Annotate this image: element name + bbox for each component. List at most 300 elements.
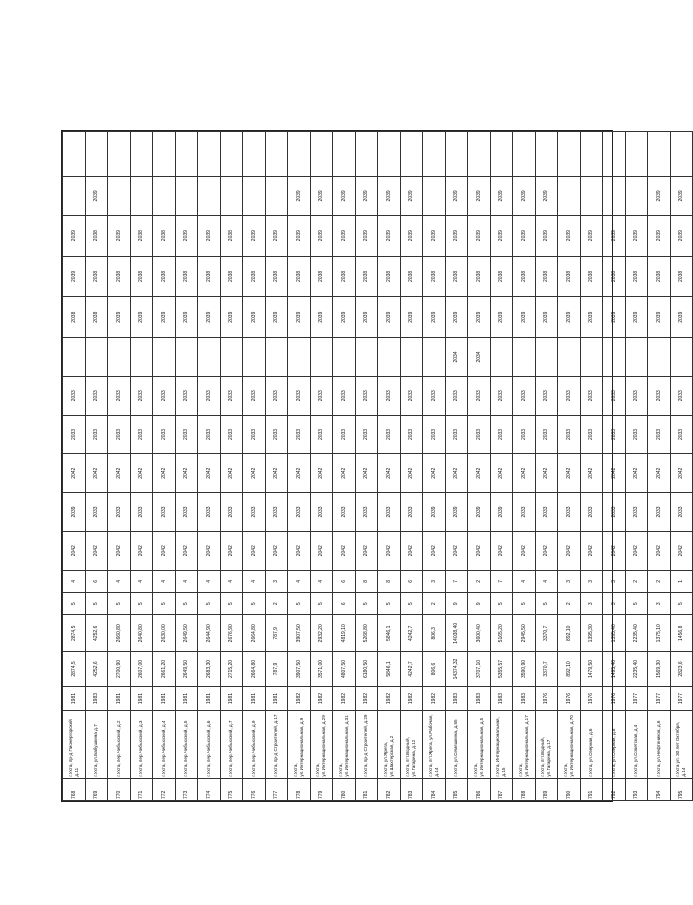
total-area-cell: 3907,50 <box>288 652 311 687</box>
year-cell: 2038 <box>513 256 536 297</box>
year-cell: 2033 <box>175 376 198 415</box>
empty-cell <box>265 132 288 177</box>
entrances-cell: 4 <box>243 570 266 592</box>
year-cell: 2038 <box>490 256 513 297</box>
empty-cell <box>63 132 86 177</box>
year-cell: 2038 <box>108 256 131 297</box>
total-area-cell: 4242,7 <box>400 652 423 687</box>
floors-cell: 3 <box>580 593 603 615</box>
year-cell: 2039 <box>490 493 513 532</box>
year-cell: 2038 <box>558 256 581 297</box>
entrances-cell: 7 <box>490 570 513 592</box>
year-cell: 2038 <box>85 297 108 338</box>
living-area-cell: 3907,50 <box>288 615 311 652</box>
year-built-cell: 1976 <box>535 686 558 710</box>
year-built-cell: 1982 <box>333 686 356 710</box>
year-cell: 2033 <box>220 415 243 454</box>
total-area-cell: 3571,00 <box>310 652 333 687</box>
table-row <box>85 132 108 801</box>
address-cell: г.Ухта, ул.Озерная, д.6 <box>580 711 603 778</box>
year-cell: 2033 <box>108 415 131 454</box>
year-built-cell: 1982 <box>288 686 311 710</box>
year-built-cell: 1983 <box>85 686 108 710</box>
address-cell: г.Ухта, ул.Нефтяников, д.6 <box>648 711 671 778</box>
year-cell: 2039 <box>468 177 491 216</box>
year-cell: 2033 <box>243 376 266 415</box>
year-cell: 2042 <box>333 531 356 570</box>
address-cell: г.Ухта, ул.Советская, д.4 <box>625 711 648 778</box>
year-cell <box>63 338 86 377</box>
row-number: 769 <box>85 778 108 800</box>
year-cell: 2042 <box>468 454 491 493</box>
year-cell: 2038 <box>445 256 468 297</box>
empty-cell <box>670 132 693 177</box>
total-area-cell: 2715,20 <box>220 652 243 687</box>
year-cell: 2042 <box>153 531 176 570</box>
year-cell: 2033 <box>603 415 626 454</box>
year-cell: 2033 <box>288 376 311 415</box>
year-cell: 2033 <box>648 415 671 454</box>
year-cell <box>153 338 176 377</box>
year-cell: 2039 <box>468 493 491 532</box>
year-cell: 2033 <box>558 376 581 415</box>
total-area-cell: 1479,50 <box>580 652 603 687</box>
floors-cell: 5 <box>220 593 243 615</box>
row-number: 782 <box>378 778 401 800</box>
year-cell <box>400 338 423 377</box>
year-cell: 2039 <box>63 256 86 297</box>
year-cell: 2038 <box>220 256 243 297</box>
year-cell <box>153 177 176 216</box>
year-cell: 2039 <box>513 215 536 256</box>
address-cell: г.Ухта, ул.Интернациональная, д.70 <box>558 711 581 778</box>
empty-cell <box>333 132 356 177</box>
year-cell: 2042 <box>625 454 648 493</box>
total-area-cell: 2649,50 <box>175 652 198 687</box>
address-cell: г.Ухта, пгт.Водный, ул.Гагарина, д.12 <box>400 711 423 778</box>
address-cell: г.Ухта, ул.Интернациональная, д.17 <box>513 711 536 778</box>
year-cell: 2033 <box>333 493 356 532</box>
year-cell: 2039 <box>535 215 558 256</box>
year-cell: 2042 <box>558 454 581 493</box>
year-cell: 2042 <box>198 454 221 493</box>
year-cell <box>220 338 243 377</box>
floors-cell: 5 <box>153 593 176 615</box>
living-area-cell: 2630,00 <box>153 615 176 652</box>
year-cell: 2038 <box>130 256 153 297</box>
year-cell: 2033 <box>108 376 131 415</box>
floors-cell: 5 <box>378 593 401 615</box>
total-area-cell: 3370,7 <box>535 652 558 687</box>
year-cell: 2038 <box>333 256 356 297</box>
table-row <box>580 132 603 801</box>
year-cell: 2033 <box>378 493 401 532</box>
year-cell: 2033 <box>63 415 86 454</box>
entrances-cell: 2 <box>468 570 491 592</box>
empty-cell <box>468 132 491 177</box>
year-cell: 2039 <box>378 177 401 216</box>
year-cell: 2033 <box>198 415 221 454</box>
year-cell: 2033 <box>175 493 198 532</box>
floors-cell: 5 <box>108 593 131 615</box>
year-cell: 2033 <box>378 415 401 454</box>
floors-cell: 2 <box>265 593 288 615</box>
year-cell: 2038 <box>603 256 626 297</box>
year-cell: 2038 <box>153 256 176 297</box>
address-cell: г.Ухта, ул.Озерная, д.8 <box>603 711 626 778</box>
empty-cell <box>243 132 266 177</box>
year-cell: 2038 <box>648 256 671 297</box>
total-area-cell: 806,6 <box>423 652 446 687</box>
empty-cell <box>378 132 401 177</box>
floors-cell: 5 <box>490 593 513 615</box>
year-cell: 2039 <box>220 297 243 338</box>
year-cell: 2039 <box>423 493 446 532</box>
year-cell: 2033 <box>625 493 648 532</box>
year-cell <box>580 338 603 377</box>
year-cell: 2038 <box>468 256 491 297</box>
table-row <box>670 132 693 801</box>
year-cell: 2039 <box>310 215 333 256</box>
table-row <box>558 132 581 801</box>
year-built-cell: 1976 <box>580 686 603 710</box>
total-area-cell: 3590,90 <box>513 652 536 687</box>
total-area-cell: 14374,32 <box>445 652 468 687</box>
year-cell: 2033 <box>153 415 176 454</box>
year-cell: 2033 <box>513 376 536 415</box>
year-cell: 2042 <box>490 531 513 570</box>
year-cell: 2042 <box>558 531 581 570</box>
living-area-cell: 2945,50 <box>513 615 536 652</box>
floors-cell: 5 <box>535 593 558 615</box>
year-cell: 2039 <box>243 215 266 256</box>
entrances-cell: 4 <box>108 570 131 592</box>
entrances-cell: 4 <box>130 570 153 592</box>
empty-cell <box>175 132 198 177</box>
year-cell: 2042 <box>153 454 176 493</box>
year-built-cell: 1982 <box>355 686 378 710</box>
year-built-cell: 1982 <box>310 686 333 710</box>
empty-cell <box>625 132 648 177</box>
year-cell: 2039 <box>63 493 86 532</box>
year-cell: 2039 <box>198 215 221 256</box>
year-cell: 2039 <box>288 215 311 256</box>
row-number: 786 <box>468 778 491 800</box>
year-cell: 2034 <box>445 338 468 377</box>
year-cell: 2038 <box>288 256 311 297</box>
year-cell: 2039 <box>580 297 603 338</box>
living-area-cell: 4252,6 <box>85 615 108 652</box>
year-cell <box>603 177 626 216</box>
year-built-cell: 1981 <box>63 686 86 710</box>
address-cell: г.Ухта, пр-д Строителей, д.29 <box>355 711 378 778</box>
row-number: 793 <box>625 778 648 800</box>
empty-cell <box>130 132 153 177</box>
table-row <box>355 132 378 801</box>
year-cell: 2033 <box>220 493 243 532</box>
year-cell: 2038 <box>400 256 423 297</box>
entrances-cell: 3 <box>265 570 288 592</box>
total-area-cell: 1495,40 <box>603 652 626 687</box>
row-number: 771 <box>130 778 153 800</box>
year-cell: 2033 <box>63 376 86 415</box>
year-built-cell: 1982 <box>423 686 446 710</box>
year-cell: 2039 <box>333 297 356 338</box>
empty-cell <box>648 132 671 177</box>
year-cell <box>535 338 558 377</box>
floors-cell: 5 <box>355 593 378 615</box>
year-cell: 2042 <box>108 531 131 570</box>
row-number: 783 <box>400 778 423 800</box>
living-area-cell: 2235,40 <box>625 615 648 652</box>
table-row <box>603 132 626 801</box>
year-cell: 2039 <box>400 177 423 216</box>
year-cell: 2038 <box>85 256 108 297</box>
total-area-cell: 5846,1 <box>378 652 401 687</box>
year-built-cell: 1983 <box>445 686 468 710</box>
total-area-cell: 2683,30 <box>198 652 221 687</box>
year-cell: 2039 <box>603 215 626 256</box>
table-row <box>310 132 333 801</box>
entrances-cell: 2 <box>648 570 671 592</box>
year-cell <box>243 177 266 216</box>
year-cell: 2042 <box>85 454 108 493</box>
floors-cell: 5 <box>243 593 266 615</box>
empty-cell <box>198 132 221 177</box>
year-cell: 2039 <box>670 177 693 216</box>
total-area-cell: 2235,40 <box>625 652 648 687</box>
living-area-cell: 2676,90 <box>220 615 243 652</box>
row-number: 779 <box>310 778 333 800</box>
year-cell: 2033 <box>670 415 693 454</box>
table-row <box>513 132 536 801</box>
year-cell <box>490 338 513 377</box>
entrances-cell: 4 <box>198 570 221 592</box>
living-area-cell: 806,3 <box>423 615 446 652</box>
living-area-cell: 2660,80 <box>108 615 131 652</box>
row-number: 770 <box>108 778 131 800</box>
year-cell: 2033 <box>220 376 243 415</box>
year-cell: 2039 <box>445 493 468 532</box>
living-area-cell: 2664,80 <box>243 615 266 652</box>
living-area-cell: 1395,30 <box>580 615 603 652</box>
year-cell: 2042 <box>108 454 131 493</box>
year-cell: 2039 <box>175 215 198 256</box>
year-cell: 2038 <box>670 256 693 297</box>
year-cell <box>175 338 198 377</box>
table-row <box>130 132 153 801</box>
year-cell: 2033 <box>423 376 446 415</box>
living-area-cell: 5268,80 <box>355 615 378 652</box>
year-cell <box>108 177 131 216</box>
total-area-cell: 2661,20 <box>153 652 176 687</box>
entrances-cell: 1 <box>670 570 693 592</box>
year-cell: 2039 <box>423 215 446 256</box>
empty-cell <box>355 132 378 177</box>
address-cell: г.Ухта, пер.Чибьюский, д.9 <box>243 711 266 778</box>
year-cell: 2033 <box>310 376 333 415</box>
empty-cell <box>558 132 581 177</box>
year-cell: 2039 <box>130 297 153 338</box>
year-built-cell: 1981 <box>130 686 153 710</box>
floors-cell: 6 <box>333 593 356 615</box>
year-cell: 2038 <box>625 256 648 297</box>
year-cell: 2033 <box>310 415 333 454</box>
year-cell: 2039 <box>355 297 378 338</box>
floors-cell: 5 <box>670 593 693 615</box>
floors-cell: 9 <box>445 593 468 615</box>
table-row <box>243 132 266 801</box>
entrances-cell: 2 <box>625 570 648 592</box>
year-cell <box>130 177 153 216</box>
entrances-cell: 3 <box>423 570 446 592</box>
year-cell: 2033 <box>130 376 153 415</box>
empty-cell <box>310 132 333 177</box>
year-cell: 2039 <box>288 297 311 338</box>
table-row <box>220 132 243 801</box>
year-cell: 2033 <box>670 376 693 415</box>
year-cell <box>175 177 198 216</box>
year-cell: 2039 <box>153 297 176 338</box>
row-number: 795 <box>670 778 693 800</box>
year-cell: 2038 <box>130 215 153 256</box>
total-area-cell: 2607,00 <box>130 652 153 687</box>
year-cell: 2033 <box>648 376 671 415</box>
year-cell: 2033 <box>355 415 378 454</box>
table-row <box>423 132 446 801</box>
year-cell: 2039 <box>670 297 693 338</box>
total-area-cell: 787,9 <box>265 652 288 687</box>
year-cell: 2039 <box>468 297 491 338</box>
year-cell: 2042 <box>513 454 536 493</box>
table-row <box>333 132 356 801</box>
year-cell: 2039 <box>108 215 131 256</box>
year-cell: 2038 <box>310 256 333 297</box>
row-number: 774 <box>198 778 221 800</box>
row-number: 772 <box>153 778 176 800</box>
total-area-cell: 4252,6 <box>85 652 108 687</box>
year-built-cell: 1983 <box>513 686 536 710</box>
year-built-cell: 1976 <box>558 686 581 710</box>
year-cell: 2033 <box>445 415 468 454</box>
year-cell: 2038 <box>580 256 603 297</box>
year-cell: 2042 <box>423 454 446 493</box>
year-cell: 2039 <box>333 215 356 256</box>
row-number: 777 <box>265 778 288 800</box>
year-cell: 2042 <box>175 531 198 570</box>
year-cell: 2042 <box>535 531 558 570</box>
year-cell: 2039 <box>265 297 288 338</box>
year-cell: 2039 <box>535 297 558 338</box>
table-row <box>378 132 401 801</box>
year-cell <box>265 338 288 377</box>
year-cell: 2042 <box>243 531 266 570</box>
year-cell <box>288 338 311 377</box>
year-cell: 2039 <box>333 177 356 216</box>
row-number: 773 <box>175 778 198 800</box>
year-cell: 2039 <box>310 297 333 338</box>
year-cell: 2039 <box>580 215 603 256</box>
table-row <box>648 132 671 801</box>
total-area-cell: 5355,57 <box>490 652 513 687</box>
year-built-cell: 1981 <box>175 686 198 710</box>
living-area-cell: 1375,10 <box>648 615 671 652</box>
address-cell: г.Ухта, ул.Бабушкина д.7 <box>85 711 108 778</box>
row-number: 788 <box>513 778 536 800</box>
entrances-cell: 3 <box>603 570 626 592</box>
year-cell: 2033 <box>198 493 221 532</box>
living-area-cell: 787,9 <box>265 615 288 652</box>
year-cell <box>310 338 333 377</box>
row-number: 781 <box>355 778 378 800</box>
year-cell: 2033 <box>513 493 536 532</box>
row-number: 791 <box>580 778 603 800</box>
floors-cell: 2 <box>558 593 581 615</box>
year-cell: 2039 <box>445 177 468 216</box>
year-cell: 2039 <box>243 297 266 338</box>
year-cell: 2033 <box>558 415 581 454</box>
year-cell: 2039 <box>490 177 513 216</box>
year-cell: 2033 <box>243 493 266 532</box>
year-cell <box>625 177 648 216</box>
year-cell: 2042 <box>130 454 153 493</box>
year-cell: 2038 <box>265 256 288 297</box>
year-built-cell: 1981 <box>153 686 176 710</box>
empty-cell <box>423 132 446 177</box>
year-cell: 2042 <box>423 531 446 570</box>
year-built-cell: 1977 <box>670 686 693 710</box>
year-cell: 2039 <box>310 177 333 216</box>
year-cell: 2039 <box>355 215 378 256</box>
year-cell: 2042 <box>468 531 491 570</box>
living-area-cell: 5165,20 <box>490 615 513 652</box>
year-cell: 2042 <box>63 454 86 493</box>
year-cell: 2039 <box>625 297 648 338</box>
year-cell: 2033 <box>513 415 536 454</box>
entrances-cell: 4 <box>535 570 558 592</box>
year-cell: 2033 <box>265 376 288 415</box>
total-area-cell: 4807,50 <box>333 652 356 687</box>
year-cell <box>108 338 131 377</box>
year-cell: 2042 <box>63 531 86 570</box>
living-area-cell: 2874,5 <box>63 615 86 652</box>
year-cell: 2042 <box>355 531 378 570</box>
address-cell: г.Ухта, ул.Семяшкина, д.55 <box>445 711 468 778</box>
floors-cell: 2 <box>423 593 446 615</box>
entrances-cell: 3 <box>558 570 581 592</box>
address-cell: г.Ухта, пер.Чибьюский, д.7 <box>220 711 243 778</box>
year-cell: 2033 <box>625 376 648 415</box>
year-cell: 2042 <box>310 531 333 570</box>
year-cell: 2033 <box>108 493 131 532</box>
floors-cell: 5 <box>198 593 221 615</box>
housing-table <box>62 131 693 801</box>
address-cell: г.Ухта, ул.Ярега, ул.Шахтерская, д.2 <box>378 711 401 778</box>
year-cell: 2033 <box>378 376 401 415</box>
year-cell <box>63 177 86 216</box>
year-cell: 2042 <box>355 454 378 493</box>
address-cell: г.Ухта, пр-д Строителей, д.17 <box>265 711 288 778</box>
total-area-cell: 1569,30 <box>648 652 671 687</box>
year-cell: 2042 <box>603 531 626 570</box>
year-cell: 2042 <box>220 454 243 493</box>
address-cell: г.Ухта, пгт.Водный, ул.Гагарина, д.17 <box>535 711 558 778</box>
year-cell <box>423 177 446 216</box>
living-area-cell: 5846,1 <box>378 615 401 652</box>
address-cell: г.Ухта, ул.Интернациональная, д.5 <box>468 711 491 778</box>
address-cell: г.Ухта, пер.Чибьюский, д.5 <box>175 711 198 778</box>
living-area-cell: 1395,40 <box>603 615 626 652</box>
